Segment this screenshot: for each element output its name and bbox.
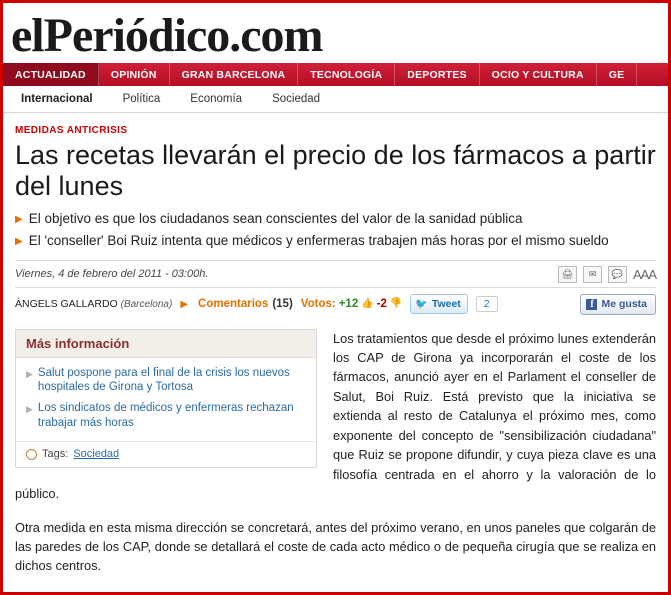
nav-item-actualidad[interactable]: ACTUALIDAD xyxy=(3,63,99,86)
article-paragraph: Otra medida en esta misma dirección se concretará, antes del próximo verano, en unos paneles que colgarán de las paredes de los CAP, donde se detallará el coste de cada acto médico o de pequeña cirugía que se realiza en dichos centros. xyxy=(15,519,656,574)
comments-label[interactable]: Comentarios xyxy=(198,298,269,311)
thumbs-up-icon[interactable]: 👍 xyxy=(361,298,374,310)
votes-label: Votos: xyxy=(300,298,336,311)
play-bullet-icon: ▶ xyxy=(15,235,23,247)
facebook-like-button[interactable] xyxy=(580,294,656,315)
play-bullet-icon: ▶ xyxy=(15,213,23,225)
facebook-label: Me gusta xyxy=(601,298,647,311)
tweet-label: Tweet xyxy=(431,298,461,311)
article-dateline: Viernes, 4 de febrero del 2011 - 03:00h. xyxy=(15,268,209,281)
nav-item-opinion[interactable]: OPINIÓN xyxy=(99,63,170,86)
comments-count: (15) xyxy=(272,298,293,311)
author-name: ÀNGELS GALLARDO xyxy=(15,298,118,311)
subnav-item-economia[interactable]: Economía xyxy=(190,93,243,106)
nav-item-ge[interactable]: GE xyxy=(597,63,638,86)
more-info-link[interactable]: Los sindicatos de médicos y enfermeras rechazan trabajar más horas xyxy=(37,402,294,429)
tags-label: Tags: xyxy=(42,448,69,461)
comments-block[interactable] xyxy=(180,298,292,310)
thumbs-down-icon[interactable]: 👎 xyxy=(389,298,403,310)
tweet-count[interactable]: 2 xyxy=(476,296,498,312)
twitter-bird-icon: 🐦 xyxy=(415,298,428,310)
votes-positive: +12 xyxy=(338,298,359,311)
article-tools xyxy=(558,266,656,283)
tags-row xyxy=(16,441,316,467)
subnav-item-sociedad[interactable]: Sociedad xyxy=(272,93,321,106)
article-body xyxy=(13,321,658,576)
subhead-text: El objetivo es que los ciudadanos sean conscientes del valor de la sanidad pública xyxy=(28,210,523,226)
comment-icon[interactable]: 💬 xyxy=(608,266,627,283)
votes-block xyxy=(301,298,403,310)
subhead-item xyxy=(15,211,658,228)
email-icon[interactable]: ✉ xyxy=(583,266,602,283)
article-subheads xyxy=(15,211,658,250)
votes-negative: -2 xyxy=(376,298,387,311)
nav-item-tecnologia[interactable]: TECNOLOGÍA xyxy=(298,63,395,86)
chevron-right-icon: ▶ xyxy=(26,404,33,415)
nav-item-ocio-y-cultura[interactable]: OCIO Y CULTURA xyxy=(480,63,597,86)
nav-item-gran-barcelona[interactable]: GRAN BARCELONA xyxy=(170,63,299,86)
site-logo[interactable]: elPeriódico.com xyxy=(11,9,323,62)
masthead xyxy=(3,3,668,63)
article-paragraph: Los tratamientos que desde el próximo lunes extenderán los CAP de Girona ya incorporarán el coste de los fármacos, anunció ayer en el Parlament el conseller de Salut, Boi Ruiz. Está previsto que la iniciativa se extienda al resto de Catalunya el próximo mes, como exponente del concepto de "sensibilización ciudadana" que Ruiz se propone difundir, y cuya pieza clave es una filosofía centrada en el ahorro y la valoración de lo público. xyxy=(15,330,656,502)
subnav-item-politica[interactable]: Política xyxy=(122,93,161,106)
subhead-text: El 'conseller' Boi Ruiz intenta que médicos y enfermeras trabajen más horas por el mismo sueldo xyxy=(28,232,609,248)
chevron-right-icon: ▶ xyxy=(26,368,33,379)
more-info-box xyxy=(15,329,317,469)
subnav-item-internacional[interactable]: Internacional xyxy=(21,93,93,106)
font-size-control[interactable]: AAA xyxy=(632,266,656,282)
more-info-list xyxy=(16,358,316,442)
more-info-title: Más información xyxy=(16,330,316,358)
dateline-row xyxy=(13,261,658,287)
tweet-button[interactable] xyxy=(410,294,467,314)
list-item[interactable] xyxy=(26,401,306,430)
tag-icon xyxy=(26,449,37,460)
list-item[interactable] xyxy=(26,366,306,395)
nav-item-deportes[interactable]: DEPORTES xyxy=(395,63,479,86)
more-info-link[interactable]: Salut pospone para el final de la crisis los nuevos hospitales de Girona y Tortosa xyxy=(37,366,290,393)
page-title: Las recetas llevarán el precio de los fármacos a partir del lunes xyxy=(15,140,656,201)
play-bullet-icon: ▶ xyxy=(180,298,189,310)
tag-link-sociedad[interactable]: Sociedad xyxy=(73,448,120,461)
secondary-nav xyxy=(3,86,668,113)
author-place: (Barcelona) xyxy=(120,299,173,311)
facebook-icon: f xyxy=(586,299,597,310)
article-kicker: MEDIDAS ANTICRISIS xyxy=(15,125,128,137)
subhead-item xyxy=(15,233,658,250)
article-author xyxy=(15,298,172,310)
print-icon[interactable]: 🖨 xyxy=(558,266,577,283)
primary-nav xyxy=(3,63,668,86)
article-meta-row xyxy=(13,288,658,321)
